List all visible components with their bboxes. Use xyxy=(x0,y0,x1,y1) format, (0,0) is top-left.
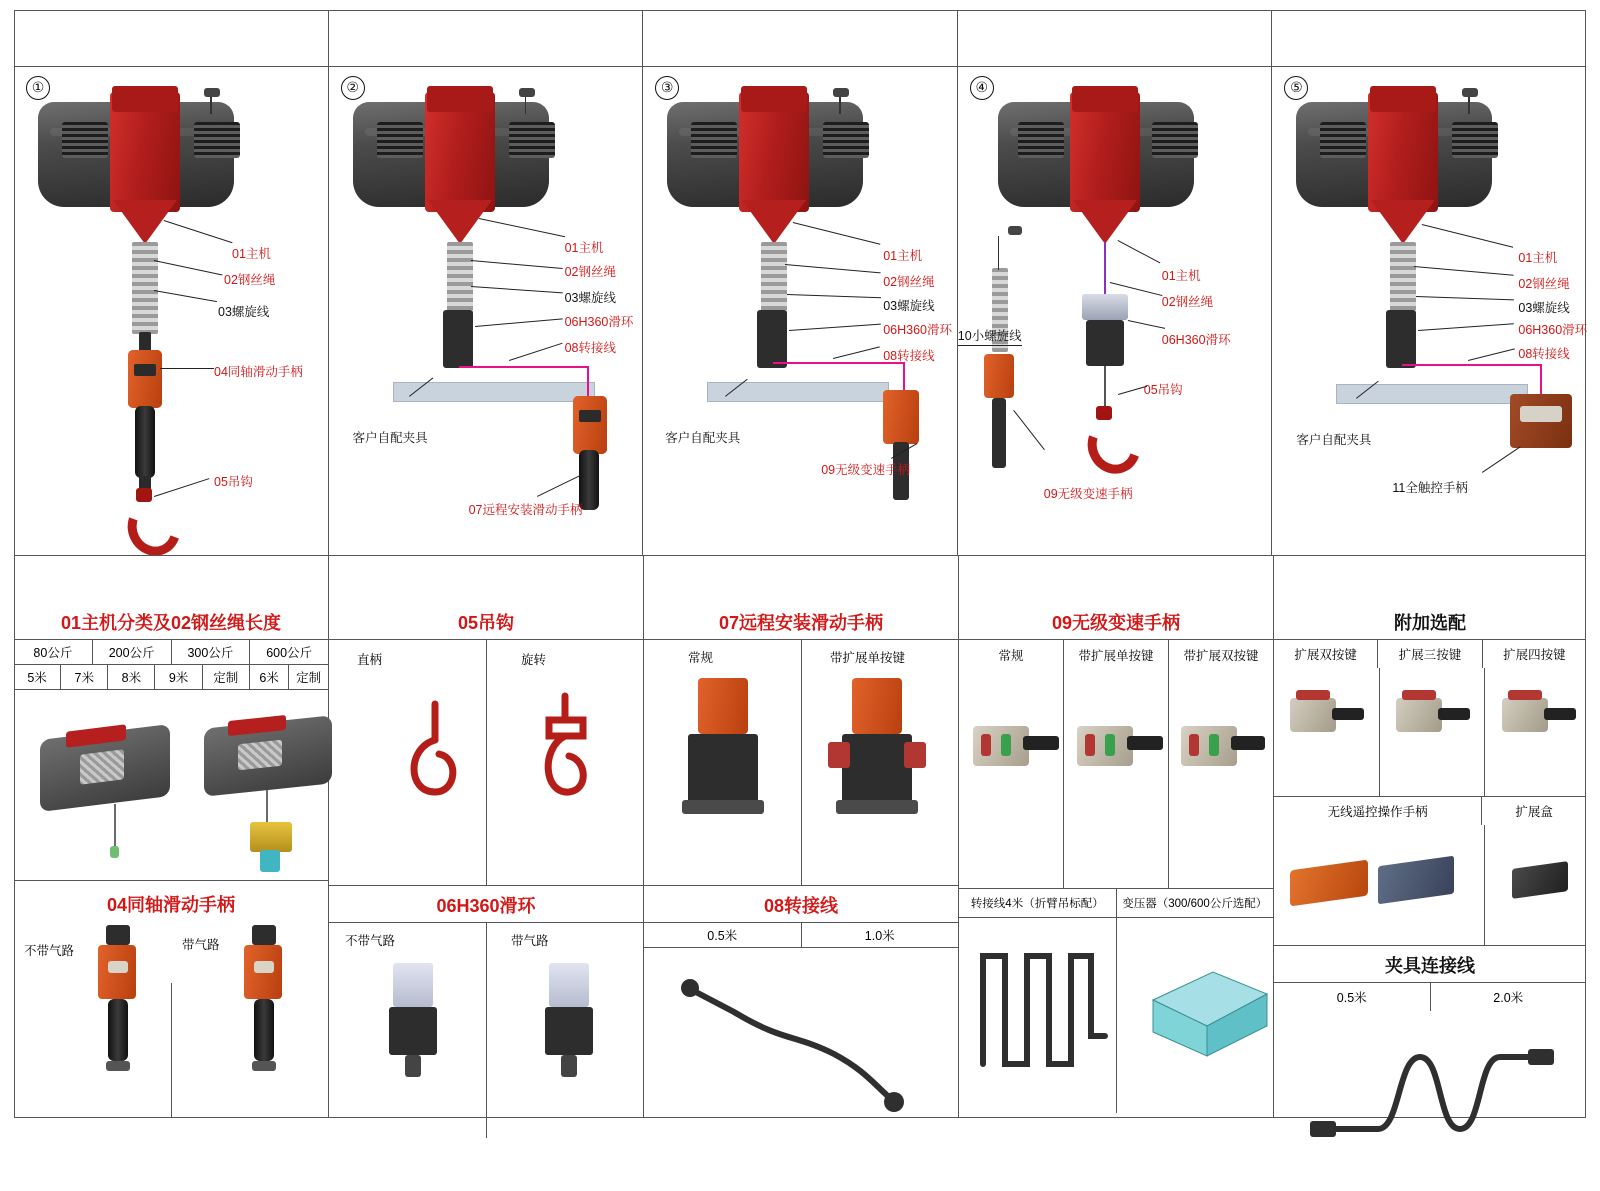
capacity-cell-0: 80公斤 xyxy=(14,640,93,664)
coaxial-option-1: 带气路 xyxy=(182,938,220,952)
addon-option-1: 扩展三按键 xyxy=(1378,640,1482,668)
capacity-cell-1: 200公斤 xyxy=(93,640,172,664)
length-small-4: 定制 xyxy=(213,671,239,685)
length-small-2: 8米 xyxy=(108,665,155,689)
label-4-4: 05吊钩 xyxy=(1143,383,1183,397)
label-3-3: 06H360滑环 xyxy=(883,323,952,337)
addon-option-0: 扩展双按键 xyxy=(1274,640,1378,668)
label-5-5: 客户自配夹具 xyxy=(1296,433,1372,447)
config-number-3: ③ xyxy=(655,76,679,100)
config-panel-4 xyxy=(958,10,1273,555)
length-row xyxy=(14,665,328,689)
clamp-cable-icon xyxy=(1308,1033,1558,1173)
hook-option-1: 旋转 xyxy=(521,653,547,667)
config-number-1: ① xyxy=(26,76,50,100)
label-5-1: 02钢丝绳 xyxy=(1518,277,1570,291)
label-3-2: 03螺旋线 xyxy=(883,299,935,313)
hook-images xyxy=(329,640,643,885)
panel-header-divider xyxy=(643,66,957,67)
label-1-2: 03螺旋线 xyxy=(218,305,270,319)
section-title-main-unit: 01主机分类及02钢丝绳长度 xyxy=(60,613,282,633)
remote-option-1: 带扩展单按键 xyxy=(830,651,906,665)
label-2-1: 02钢丝绳 xyxy=(564,265,616,279)
length-large-0: 6米 xyxy=(250,665,290,689)
label-2-0: 01主机 xyxy=(564,241,604,255)
slipring-option-1: 带气路 xyxy=(511,934,549,948)
addon-images-row2 xyxy=(1274,825,1586,945)
vario-option-0: 常规 xyxy=(959,640,1064,670)
hook-option-0: 直柄 xyxy=(357,653,383,667)
label-3-0: 01主机 xyxy=(883,249,923,263)
section-title-slipring: 06H360滑环 xyxy=(436,896,536,916)
vario-option-row xyxy=(959,640,1273,670)
addon-option-4: 扩展盒 xyxy=(1515,805,1553,819)
vario-handle-images xyxy=(959,670,1273,888)
label-3-4: 08转接线 xyxy=(883,349,935,363)
main-unit-images xyxy=(14,690,328,880)
adapter-cable-image xyxy=(644,948,958,1138)
label-1-3: 04同轴滑动手柄 xyxy=(214,365,303,379)
length-small-1: 7米 xyxy=(61,665,108,689)
remote-handle-images xyxy=(644,640,958,885)
section-title-hook: 05吊钩 xyxy=(457,613,515,633)
column-remote-handle xyxy=(644,555,959,1118)
transformer-icon xyxy=(1143,960,1273,1070)
label-2-4: 08转接线 xyxy=(564,341,616,355)
adapter-cable-icon xyxy=(674,972,924,1122)
config-number-2: ② xyxy=(341,76,365,100)
label-4-1: 02钢丝绳 xyxy=(1161,295,1214,309)
slipring-option-0: 不带气路 xyxy=(345,934,396,948)
section-title-vario-handle: 09无级变速手柄 xyxy=(1051,613,1181,633)
clamp-option-0: 0.5米 xyxy=(1274,983,1431,1011)
label-2-3: 06H360滑环 xyxy=(564,315,634,329)
config-panel-3 xyxy=(643,10,958,555)
addon-option-row2 xyxy=(1274,797,1586,825)
label-1-4: 05吊钩 xyxy=(214,475,253,489)
clamp-cable-options xyxy=(1274,983,1586,1011)
vario-extra-1: 变压器（300/600公斤选配） xyxy=(1122,898,1268,910)
section-title-adapter-cable: 08转接线 xyxy=(763,896,839,916)
slipring-images xyxy=(329,923,643,1138)
panel-header-divider xyxy=(329,66,643,67)
label-3-6: 09无级变速手柄 xyxy=(821,463,911,477)
capacity-cell-2: 300公斤 xyxy=(172,640,251,664)
panel-header-divider xyxy=(958,66,1272,67)
clamp-option-1: 2.0米 xyxy=(1493,991,1524,1005)
config-panel-2 xyxy=(329,10,644,555)
panel-header-divider xyxy=(14,66,328,67)
label-5-2: 03螺旋线 xyxy=(1518,301,1570,315)
column-vario-handle xyxy=(959,555,1274,1118)
label-5-6: 11全触控手柄 xyxy=(1392,481,1468,495)
label-2-6: 07远程安装滑动手柄 xyxy=(468,503,583,517)
label-5-4: 08转接线 xyxy=(1518,347,1570,361)
length-small-3: 9米 xyxy=(155,665,202,689)
label-1-1: 02钢丝绳 xyxy=(224,273,276,287)
coil-cable-icon xyxy=(979,936,1109,1086)
coaxial-option-0: 不带气路 xyxy=(24,944,75,958)
vario-extra-row xyxy=(959,889,1273,917)
config-panel-5 xyxy=(1272,10,1586,555)
configurations-row xyxy=(14,10,1586,555)
length-large-1: 定制 xyxy=(296,671,322,685)
addon-images-row1 xyxy=(1274,668,1586,796)
adapter-cable-options xyxy=(644,923,958,947)
hook-swivel-icon xyxy=(527,690,607,820)
vario-extra-images xyxy=(959,918,1273,1113)
label-4-0: 01主机 xyxy=(1161,269,1201,283)
section-title-addons: 附加选配 xyxy=(1394,613,1466,633)
addon-option-row xyxy=(1274,640,1586,668)
section-title-coaxial-handle: 04同轴滑动手柄 xyxy=(106,895,236,915)
length-small-0: 5米 xyxy=(14,665,61,689)
label-4-2: 06H360滑环 xyxy=(1161,333,1231,347)
label-2-2: 03螺旋线 xyxy=(564,291,616,305)
config-number-4: ④ xyxy=(970,76,994,100)
label-3-1: 02钢丝绳 xyxy=(883,275,935,289)
label-1-0: 01主机 xyxy=(232,247,271,261)
label-2-5: 客户自配夹具 xyxy=(352,431,428,445)
column-addons xyxy=(1274,555,1586,1118)
vario-option-1: 带扩展单按键 xyxy=(1064,640,1169,670)
parts-tables xyxy=(14,555,1586,1118)
label-4-3: 10小螺旋线 xyxy=(958,326,1022,346)
clamp-cable-image xyxy=(1274,1011,1586,1191)
panel-header-divider xyxy=(1272,66,1586,67)
config-panel-1 xyxy=(14,10,329,555)
label-5-0: 01主机 xyxy=(1518,251,1558,265)
label-5-3: 06H360滑环 xyxy=(1518,323,1588,337)
adapter-option-0: 0.5米 xyxy=(644,923,802,947)
hook-straight-icon xyxy=(395,696,475,816)
addon-option-2: 扩展四按键 xyxy=(1503,648,1566,662)
vario-extra-0: 转接线4米（折臂吊标配） xyxy=(959,889,1117,917)
section-title-remote-handle: 07远程安装滑动手柄 xyxy=(718,613,884,633)
column-hook-slipring xyxy=(329,555,644,1118)
addon-option-3: 无线遥控操作手柄 xyxy=(1274,797,1482,825)
label-3-5: 客户自配夹具 xyxy=(665,431,741,445)
capacity-header-row xyxy=(14,640,328,664)
column-main-unit xyxy=(14,555,329,1118)
config-number-5: ⑤ xyxy=(1284,76,1308,100)
section-title-clamp-cable: 夹具连接线 xyxy=(1385,956,1475,976)
adapter-option-1: 1.0米 xyxy=(864,929,895,943)
label-4-5: 09无级变速手柄 xyxy=(1043,487,1133,501)
remote-option-0: 常规 xyxy=(688,651,714,665)
capacity-cell-3: 600公斤 xyxy=(266,646,313,660)
vario-option-2: 带扩展双按键 xyxy=(1183,649,1259,663)
